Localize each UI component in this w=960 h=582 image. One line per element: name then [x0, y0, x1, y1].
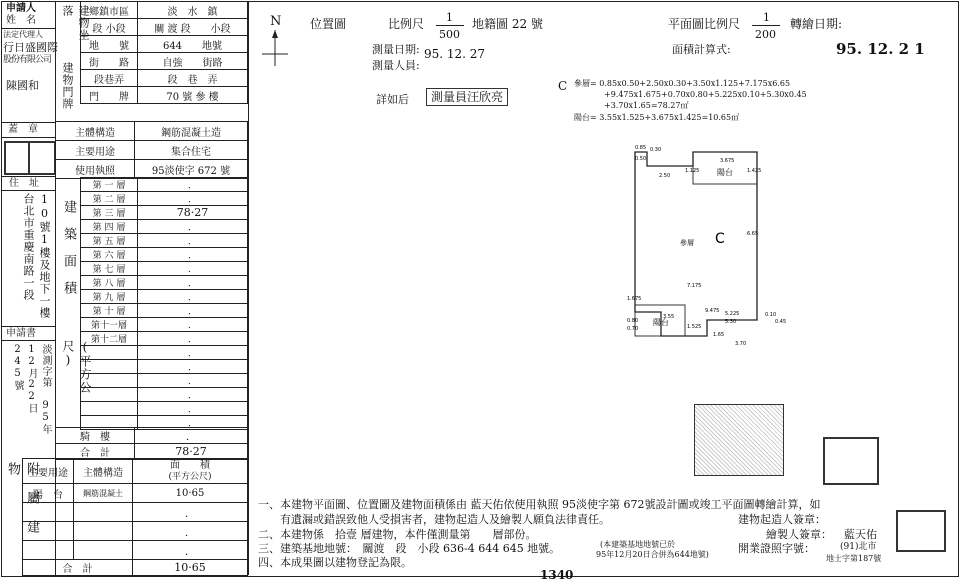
transfer-date: 95. 12. 2 1 — [836, 40, 925, 58]
area-calc-label: 面積計算式: — [672, 43, 731, 56]
annex-use-cell — [23, 522, 74, 541]
loc-value: 自強 街路 — [138, 53, 248, 70]
floor-area-value: ． — [138, 304, 248, 318]
plan-dim: 0.10 — [765, 312, 777, 318]
plan-scale-denominator: 200 — [755, 28, 776, 41]
official-seal-large — [694, 404, 784, 476]
floor-area-value: ． — [138, 192, 248, 206]
floor-label: 第 九 層 — [81, 290, 138, 304]
structure-table — [55, 121, 248, 179]
note-1: 一、本建物平面圖、位置圖及建物面積係由 藍天佑依使用執照 95淡使字第 672號設計圖或竣工平面圖轉繪計算，如 — [258, 498, 821, 511]
annex-table — [22, 458, 248, 576]
plan-dim: 9.475 — [705, 308, 720, 314]
area-side-label: 建築面積 — [61, 200, 76, 308]
floor-area-value: ． — [138, 388, 248, 402]
plan-dim: 1.425 — [747, 168, 762, 174]
floor-label: 第 一 層 — [81, 178, 138, 192]
license-no-1: (91)北市 — [840, 542, 877, 552]
annex-use-cell — [23, 541, 74, 560]
floor-area-value: 78·27 — [138, 206, 248, 220]
floor-label — [81, 402, 138, 416]
floor-area-value: ． — [138, 220, 248, 234]
builder-sign-label: 建物起造人簽章： — [738, 513, 826, 526]
license-value: 95淡使字 672 號 — [135, 160, 248, 179]
building-plate-header: 建物門牌 — [61, 62, 74, 110]
company-seal — [28, 141, 56, 175]
calc-line-2: +9.475x1.675+0.70x0.80+5.225x0.10+5.30x0.45 — [604, 90, 807, 99]
plan-dim: 0.50 — [635, 156, 647, 162]
plan-dim: 3.55 — [663, 314, 675, 320]
drafter-name: 藍天佑 — [844, 528, 877, 541]
plan-dim: 2.50 — [659, 173, 671, 179]
floor-label — [81, 374, 138, 388]
applicant-name-header: 姓 名 — [6, 15, 36, 26]
plan-dim: 5.225 — [725, 311, 740, 317]
floor-area-value: ． — [138, 360, 248, 374]
north-label: N — [270, 14, 282, 29]
location-map-label: 位置圖 — [310, 17, 347, 31]
main-use-label: 主要用途 — [56, 141, 135, 160]
note-3: 三、建築基地地號： 關渡 段 小段 636-4 644 645 地號。 — [258, 542, 561, 555]
plan-dim: 0.80 — [627, 318, 639, 324]
annex-struct-header: 主體構造 — [74, 459, 133, 484]
main-structure-label: 主體構造 — [56, 122, 135, 141]
floor-area-value: ． — [138, 402, 248, 416]
annex-area-cell: 10·65 — [133, 484, 248, 503]
balcony-value: ． — [135, 428, 248, 444]
applicant-header: 申請人 — [6, 3, 36, 14]
main-use-value: 集合住宅 — [135, 141, 248, 160]
floor-area-value: ． — [138, 332, 248, 346]
annex-total-label: 合 計 — [23, 560, 133, 576]
surveyor-label: 測量人員: — [372, 59, 420, 72]
loc-value: 644 地號 — [138, 36, 248, 53]
drafter-sign-label: 繪製人簽章： — [766, 528, 832, 541]
area-unit-label: (平方公尺) — [61, 340, 92, 394]
plan-dim: 6.65 — [747, 231, 759, 237]
annex-struct-cell — [74, 541, 133, 560]
scale-label: 比例尺 — [388, 17, 425, 31]
plan-dim: 7.175 — [687, 283, 702, 289]
note-2: 二、本建物係 拾壹 層建物，本件僅測量第 層部份。 — [258, 528, 537, 541]
annex-struct-cell: 鋼筋混凝土 — [74, 484, 133, 503]
floor-label: 第 四 層 — [81, 220, 138, 234]
applicant-role-4: 陳國和 — [6, 79, 39, 92]
floor-label: 第 六 層 — [81, 248, 138, 262]
annex-struct-cell — [74, 522, 133, 541]
annex-use-cell — [23, 503, 74, 522]
detail-label: 詳如后 — [376, 93, 409, 106]
plan-scale-label: 平面圖比例尺 — [668, 17, 741, 31]
area-total-table — [55, 427, 248, 460]
plan-room-label: 參層 — [680, 239, 694, 247]
loc-value: 段 巷 弄 — [138, 70, 248, 87]
floor-label: 第 五 層 — [81, 234, 138, 248]
loc-value: 70 號 參 樓 — [138, 87, 248, 104]
floor-area-value: ． — [138, 416, 248, 430]
plan-dim: 1.65 — [713, 332, 725, 338]
floor-label — [81, 388, 138, 402]
floor-area-value: ． — [138, 374, 248, 388]
scale-numerator: 1 — [446, 11, 453, 24]
base-note-1: (本建築基地地號已於 — [600, 540, 676, 549]
base-note-2: 95年12月20日合併為644地號) — [596, 550, 709, 559]
floor-label: 第 七 層 — [81, 262, 138, 276]
area-total-label: 合 計 — [56, 444, 135, 460]
annex-area-cell: ． — [133, 522, 248, 541]
loc-label: 段巷弄 — [81, 70, 138, 87]
area-total-value: 78·27 — [135, 444, 248, 460]
loc-label: 鄉鎮市區 — [81, 2, 138, 19]
location-table — [80, 1, 248, 104]
floor-plan — [625, 140, 805, 355]
plan-mark: C — [715, 231, 725, 247]
floor-label: 第十一層 — [81, 318, 138, 332]
annex-use-cell: 陽 台 — [23, 484, 74, 503]
floor-area-value: ． — [138, 248, 248, 262]
plan-dim: 1.675 — [627, 296, 642, 302]
survey-date: 95. 12. 27 — [424, 47, 486, 61]
floor-area-value: ． — [138, 318, 248, 332]
loc-label: 門 牌 — [81, 87, 138, 104]
annex-use-header: 主要用途 — [23, 459, 74, 484]
loc-value: 關 渡 段 小段 — [138, 19, 248, 36]
loc-label: 地 號 — [81, 36, 138, 53]
license-label: 使用執照 — [56, 160, 135, 179]
annex-area-header: 面 積 — [170, 459, 210, 471]
annex-area-unit: (平方公尺) — [168, 471, 212, 482]
plan-scale-numerator: 1 — [763, 11, 770, 24]
cadastral-sheet: 地籍圖 22 號 — [472, 17, 543, 31]
plan-dim: 0.45 — [775, 319, 787, 325]
scale-denominator: 500 — [439, 28, 460, 41]
note-4: 四、本成果圖以建物登記為限。 — [258, 556, 412, 569]
seal-stamp-medium — [823, 437, 879, 485]
seal-stamp-small — [896, 510, 946, 552]
floor-area-value: ． — [138, 262, 248, 276]
applicant-role-3: 股份有限公司 — [3, 55, 52, 65]
balcony-label: 騎 樓 — [56, 428, 135, 444]
address-header: 住 址 — [9, 178, 39, 189]
surveyor-stamp: 測量員汪欣亮 — [426, 88, 508, 106]
floor-label: 第十二層 — [81, 332, 138, 346]
annex-area-cell: ． — [133, 503, 248, 522]
plan-dim: 0.30 — [650, 147, 662, 153]
floor-area-value: ． — [138, 234, 248, 248]
floor-label: 第 二 層 — [81, 192, 138, 206]
plan-dim: 0.70 — [627, 326, 639, 332]
plan-dim: 5.30 — [725, 319, 737, 325]
annex-side-label: 附屬建物 — [5, 462, 39, 549]
floor-label: 第 八 層 — [81, 276, 138, 290]
main-structure-value: 鋼筋混凝土造 — [135, 122, 248, 141]
calc-line-4: 陽台= 3.55x1.525+3.675x1.425=10.65㎡ — [574, 113, 740, 122]
floor-label — [81, 346, 138, 360]
loc-label: 段 小段 — [81, 19, 138, 36]
floor-label: 第 三 層 — [81, 206, 138, 220]
loc-value: 淡 水 鎮 — [138, 2, 248, 19]
loc-label: 街 路 — [81, 53, 138, 70]
plan-balcony-bottom: 陽台 — [653, 318, 669, 327]
page-mark: 1340 — [540, 568, 574, 582]
survey-date-label: 測量日期: — [372, 43, 420, 56]
calc-line-3: +3.70x1.65=78.27㎡ — [604, 101, 689, 110]
application-header: 申請書 — [6, 328, 36, 339]
note-1b: 有遺漏或錯誤致他人受損害者，建物起造人及繪製人願負法律責任。 — [258, 513, 610, 526]
applicant-role-1: 法定代理人 — [3, 30, 43, 39]
plan-dim: 3.675 — [720, 158, 735, 164]
license-no-2: 地士字第187號 — [826, 554, 882, 563]
north-arrow — [260, 28, 290, 68]
seal-label: 蓋 章 — [8, 124, 38, 135]
plan-balcony-top: 陽台 — [717, 168, 733, 177]
floor-area-value: ． — [138, 290, 248, 304]
annex-total-value: 10·65 — [133, 560, 248, 576]
applicant-seal — [4, 141, 30, 175]
location-header: 建物坐落 — [61, 5, 90, 41]
annex-area-cell: ． — [133, 541, 248, 560]
plan-dim: 1.125 — [685, 168, 700, 174]
floor-area-value: ． — [138, 276, 248, 290]
license-no-label: 開業證照字號： — [738, 542, 815, 555]
plan-dim: 1.525 — [687, 324, 702, 330]
applicant-role-2: 行日盛國際 — [3, 41, 58, 54]
floor-area-value: ． — [138, 346, 248, 360]
transfer-date-label: 轉繪日期: — [790, 17, 843, 31]
applicant-address: 10號1樓及地下一樓台北市重慶南路一段 — [22, 193, 51, 319]
area-table — [80, 177, 248, 430]
floor-label: 第 十 層 — [81, 304, 138, 318]
floor-label — [81, 360, 138, 374]
calc-line-1: 參層= 0.85x0.50+2.50x0.30+3.50x1.125+7.175x6.65 — [574, 79, 791, 88]
floor-area-value: ． — [138, 178, 248, 192]
plan-dim: 0.85 — [635, 145, 647, 151]
calc-mark: C — [558, 79, 568, 93]
application-number: 淡測字第 95年12月22日 245號 — [12, 344, 51, 435]
plan-dim: 3.70 — [735, 341, 747, 347]
annex-struct-cell — [74, 503, 133, 522]
